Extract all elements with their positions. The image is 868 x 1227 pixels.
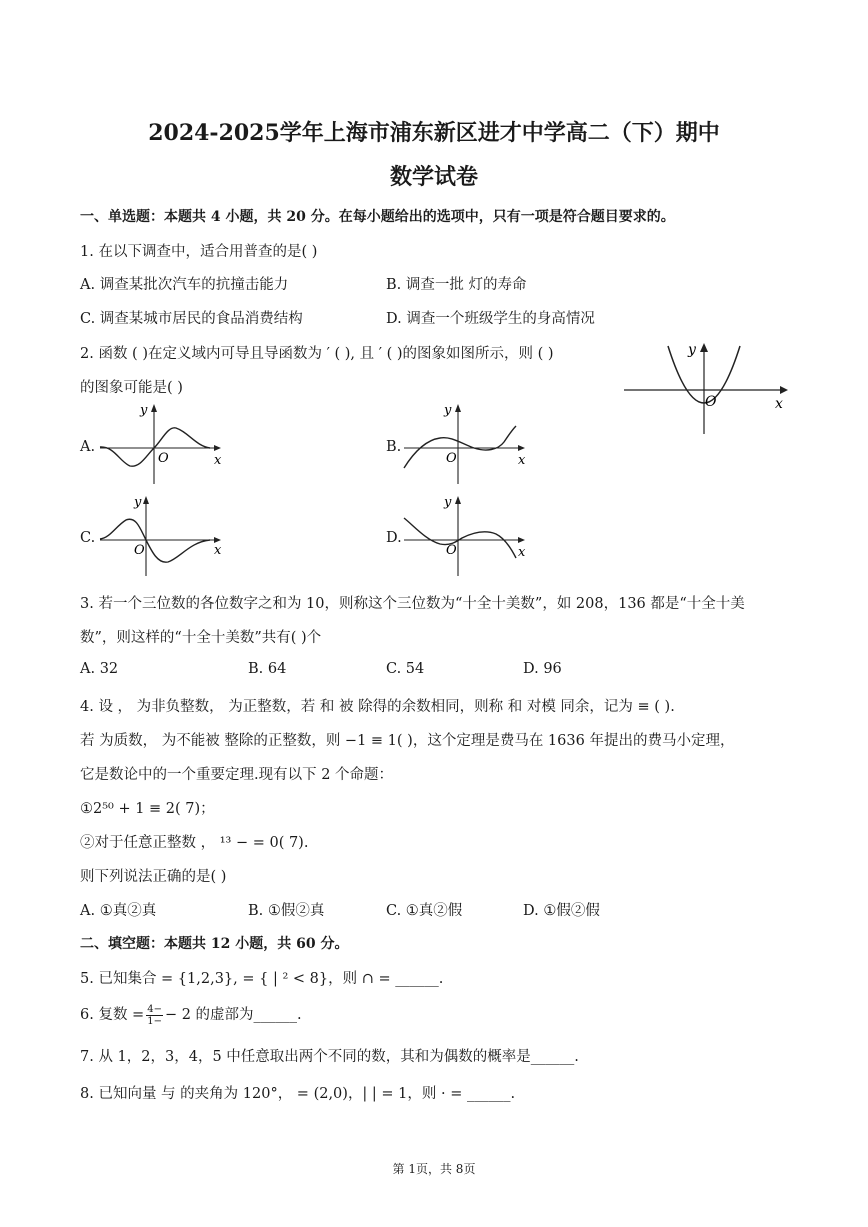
y-axis-arrow-icon bbox=[143, 496, 149, 504]
q1-option-c: C. 调查某城市居民的食品消费结构 bbox=[80, 311, 303, 327]
origin-label: O bbox=[446, 451, 457, 466]
function-curve bbox=[100, 519, 210, 562]
q3-option-b: B. 64 bbox=[248, 661, 287, 677]
q4-line2: 若 为质数， 为不能被 整除的正整数，则 −1 ≡ 1( )，这个定理是费马在 1636 年提出的费马小定理， bbox=[80, 733, 735, 749]
q2-stem-line1: 2. 函数 ( )在定义域内可导且导函数为 ′ ( ), 且 ′ ( )的图象如图所示，则 ( ) bbox=[80, 346, 554, 362]
axis-x-label: x bbox=[775, 396, 783, 412]
page-title-line2: 数学试卷 bbox=[389, 164, 478, 190]
page-footer: 第 1页，共 8页 bbox=[392, 1162, 476, 1176]
function-curve bbox=[404, 518, 516, 558]
q4-ask: 则下列说法正确的是( ) bbox=[80, 869, 227, 885]
section2-heading: 二、填空题：本题共 12 小题，共 60 分。 bbox=[80, 936, 349, 952]
y-axis-arrow-icon bbox=[151, 404, 157, 412]
q4-option-b: B. ①假②真 bbox=[248, 903, 325, 919]
q5-text: 5. 已知集合 = {1,2,3}, = { | ² < 8}，则 ∩ = ______. bbox=[80, 971, 444, 987]
origin-label: O bbox=[446, 543, 457, 558]
axis-x-label: x bbox=[518, 545, 526, 560]
q1-stem: 1. 在以下调查中，适合用普查的是( ) bbox=[80, 244, 318, 260]
axis-x-label: x bbox=[518, 453, 526, 468]
axis-y-label: y bbox=[140, 403, 148, 418]
q7-text: 7. 从 1，2，3，4，5 中任意取出两个不同的数，其和为偶数的概率是______. bbox=[80, 1049, 579, 1065]
axis-y-label: y bbox=[444, 495, 452, 510]
q4-proposition-2: ②对于任意正整数 ， ¹³ − = 0( 7). bbox=[80, 835, 309, 851]
x-axis-arrow-icon bbox=[518, 537, 525, 543]
q4-line3: 它是数论中的一个重要定理.现有以下 2 个命题： bbox=[80, 767, 394, 783]
q4-option-d: D. ①假②假 bbox=[523, 903, 600, 919]
q2-derivative-graph bbox=[620, 340, 790, 440]
q2-option-d-graph bbox=[400, 492, 540, 578]
q6-prefix: 6. 复数 = bbox=[80, 1007, 145, 1023]
q4-proposition-1: ①2⁵⁰ + 1 ≡ 2( 7)； bbox=[80, 801, 215, 817]
q2-option-b-graph bbox=[400, 400, 540, 486]
q1-option-b: B. 调查一批 灯的寿命 bbox=[386, 277, 527, 293]
q2-stem-line2: 的图象可能是( ) bbox=[80, 380, 183, 396]
q4-option-c: C. ①真②假 bbox=[386, 903, 463, 919]
q4-option-a: A. ①真②真 bbox=[80, 903, 157, 919]
q3-option-c: C. 54 bbox=[386, 661, 425, 677]
q6-numerator: 4− bbox=[147, 1003, 162, 1015]
q3-stem-line1: 3. 若一个三位数的各位数字之和为 10，则称这个三位数为“十全十美数”，如 208，136 都是“十全十美 bbox=[80, 596, 745, 612]
x-axis-arrow-icon bbox=[780, 386, 788, 394]
function-curve bbox=[100, 428, 210, 466]
q3-stem-line2: 数”，则这样的“十全十美数”共有( )个 bbox=[80, 630, 322, 646]
x-axis-arrow-icon bbox=[214, 445, 221, 451]
x-axis-arrow-icon bbox=[518, 445, 525, 451]
q1-option-a: A. 调查某批次汽车的抗撞击能力 bbox=[80, 277, 289, 293]
axis-x-label: x bbox=[214, 453, 222, 468]
q8-text: 8. 已知向量 与 的夹角为 120°， = (2,0)，| | = 1，则 · = ______. bbox=[80, 1086, 516, 1102]
y-axis-arrow-icon bbox=[700, 343, 708, 352]
q3-option-a: A. 32 bbox=[80, 661, 119, 677]
q1-option-d: D. 调查一个班级学生的身高情况 bbox=[386, 311, 595, 327]
q4-line1: 4. 设 ， 为非负整数， 为正整数，若 和 被 除得的余数相同，则称 和 对模 同余，记为 ≡ ( ). bbox=[80, 699, 675, 715]
q2-option-a-graph bbox=[96, 400, 236, 486]
q6-text bbox=[80, 1003, 302, 1027]
q6-fraction bbox=[146, 1004, 163, 1027]
function-curve bbox=[404, 426, 516, 468]
q3-option-d: D. 96 bbox=[523, 661, 562, 677]
q2-option-b-label: B. bbox=[386, 439, 402, 455]
section1-heading: 一、单选题：本题共 4 小题，共 20 分。在每小题给出的选项中，只有一项是符合题目要求的。 bbox=[80, 209, 675, 225]
axis-x-label: x bbox=[214, 543, 222, 558]
q2-option-c-label: C. bbox=[80, 530, 96, 546]
q2-option-d-label: D. bbox=[386, 530, 402, 546]
axis-y-label: y bbox=[134, 495, 142, 510]
q2-option-a-label: A. bbox=[80, 439, 96, 455]
page-title-line1: 2024-2025学年上海市浦东新区进才中学高二（下）期中 bbox=[148, 120, 720, 146]
axis-y-label: y bbox=[444, 403, 452, 418]
q6-suffix: − 2 的虚部为______. bbox=[164, 1007, 302, 1023]
axis-y-label: y bbox=[688, 342, 696, 358]
y-axis-arrow-icon bbox=[455, 404, 461, 412]
q2-option-c-graph bbox=[96, 492, 236, 578]
q6-denominator: 1− bbox=[147, 1015, 162, 1027]
origin-label: O bbox=[705, 394, 717, 410]
y-axis-arrow-icon bbox=[455, 496, 461, 504]
origin-label: O bbox=[158, 451, 169, 466]
origin-label: O bbox=[134, 543, 145, 558]
